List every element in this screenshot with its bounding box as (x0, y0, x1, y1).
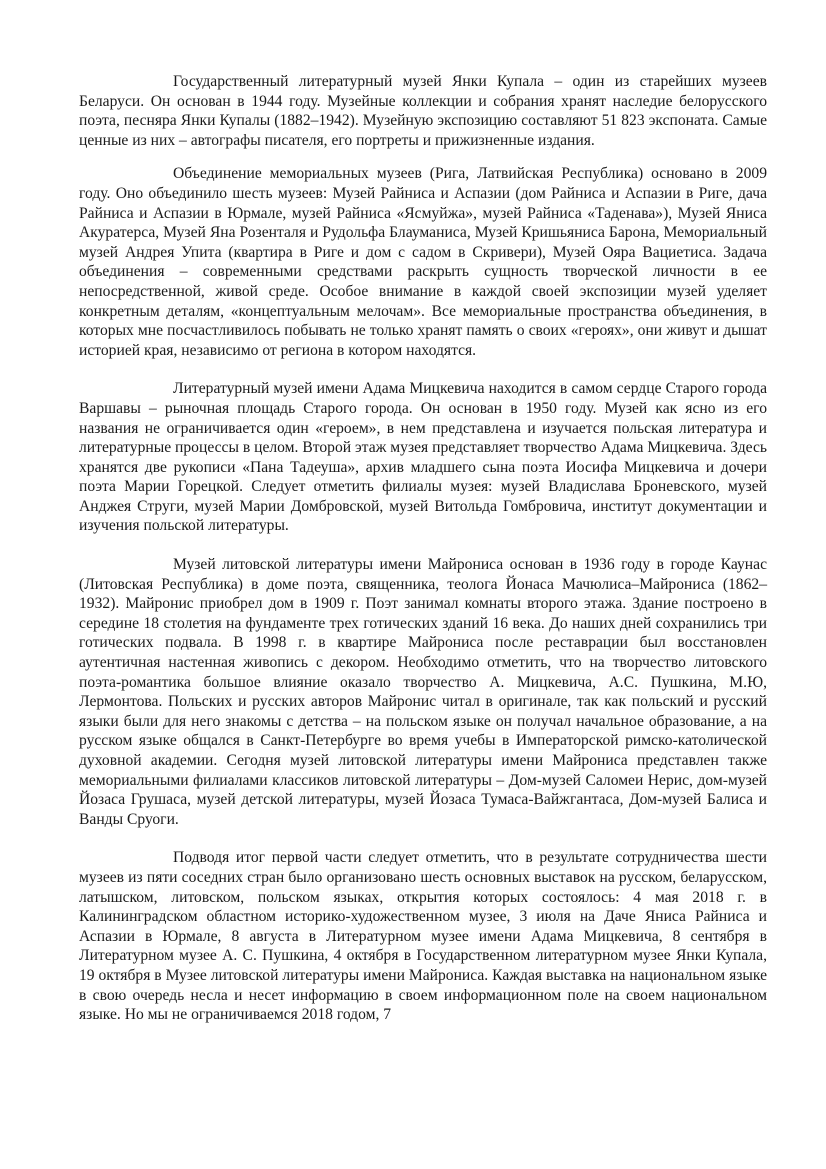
paragraph-mickiewicz-museum: Литературный музей имени Адама Мицкевича находится в самом сердце Старого города Варшавы – рыночная площадь Старого города. Он основан в 1950 году. Музей как ясно из его названия не ограничивается один «героем», в нем представлена и изучается польская литература и литературные процессы в целом. Второй этаж музея представляет творчество Адама Мицкевича. Здесь хранятся две рукописи «Пана Тадеуша», архив младшего сына поэта Иосифа Мицкевича и дочери поэта Марии Горецкой. Следует отметить филиалы музея: музей Владислава Броневского, музей Анджея Струги, музей Марии Домбровской, музей Витольда Гомбровича, институт документации и изучения польской литературы. (79, 380, 767, 535)
paragraph-kupala-museum: Государственный литературный музей Янки Купала – один из старейших музеев Беларуси. Он основан в 1944 году. Музейные коллекции и собрания хранят наследие белорусского поэта, песняра Янки Купалы (1882–1942). Музейную экспозицию составляют 51 823 экспоната. Самые ценные из них – автографы писателя, его портреты и прижизненные издания. (79, 73, 767, 149)
paragraph-summary: Подводя итог первой части следует отметить, что в результате сотрудничества шести музеев из пяти соседних стран было организовано шесть основных выставок на русском, беларусском, латышском, литовском, польском языках, открытия которых состоялось: 4 мая 2018 г. в Калининградском областном историко-художественном музее, 3 июля на Даче Яниса Райниса и Аспазии в Юрмале, 8 августа в Литературном музее имени Адама Мицкевича, 8 сентября в Литературном музее А. С. Пушкина, 4 октября в Государственном литературном музее Янки Купала, 19 октября в Музее литовской литературы имени Майрониса. Каждая выставка на национальном языке в свою очередь несла и несет информацию в своем информационном поле на своем национальном языке. Но мы не ограничиваемся 2018 годом, 7 (79, 849, 767, 1024)
document-page (79, 72, 767, 1025)
paragraph-riga-memorial-museums: Объединение мемориальных музеев (Рига, Латвийская Республика) основано в 2009 году. Оно объединило шесть музеев: Музей Райниса и Аспазии (дом Райниса и Аспазии в Риге, дача Райниса и Аспазии в Юрмале, музей Райниса «Ясмуйжа», музей Райниса «Таденава»), Музей Яниса Акуратерса, Музей Яна Розенталя и Рудольфа Блауманиса, Музей Кришьяниса Барона, Мемориальный музей Андрея Упита (квартира в Риге и дом с садом в Скривери), Музей Ояра Вациетиса. Задача объединения – современными средствами раскрыть сущность творческой личности в ее непосредственной, живой среде. Особое внимание в каждой своей экспозиции музей уделяет конкретным деталям, «концептуальным мелочам». Все мемориальные пространства объединения, в которых мне посчастливилось побывать не только хранят память о своих «героях», они живут и дышат историей края, независимо от региона в котором находятся. (79, 165, 767, 359)
paragraph-maironis-museum: Музей литовской литературы имени Майрониса основан в 1936 году в городе Каунас (Литовская Республика) в доме поэта, священника, теолога Йонаса Мачюлиса–Майрониса (1862–1932). Майронис приобрел дом в 1909 г. Поэт занимал комнаты второго этажа. Здание построено в середине 18 столетия на фундаменте трех готических зданий 16 века. До наших дней сохранились три готических подвала. В 1998 г. в квартире Майрониса после реставрации был восстановлен аутентичная настенная живопись с декором. Необходимо отметить, что на творчество литовского поэта-романтика большое влияние оказало творчество А. Мицкевича, А.С. Пушкина, М.Ю, Лермонтова. Польских и русских авторов Майронис читал в оригинале, так как польский и русский языки были для него знакомы с детства – на польском языке он получал начальное образование, а на русском языке общался в Санкт-Петербурге во время учебы в Императорской римско-католической духовной академии. Сегодня музей литовской литературы имени Майрониса представлен также мемориальными филиалами классиков литовской литературы – Дом-музей Саломеи Нерис, дом-музей Йозаса Грушаса, музей детской литературы, музей Йозаса Тумаса-Вайжгантаса, Дом-музей Балиса и Ванды Сруоги. (79, 556, 767, 828)
